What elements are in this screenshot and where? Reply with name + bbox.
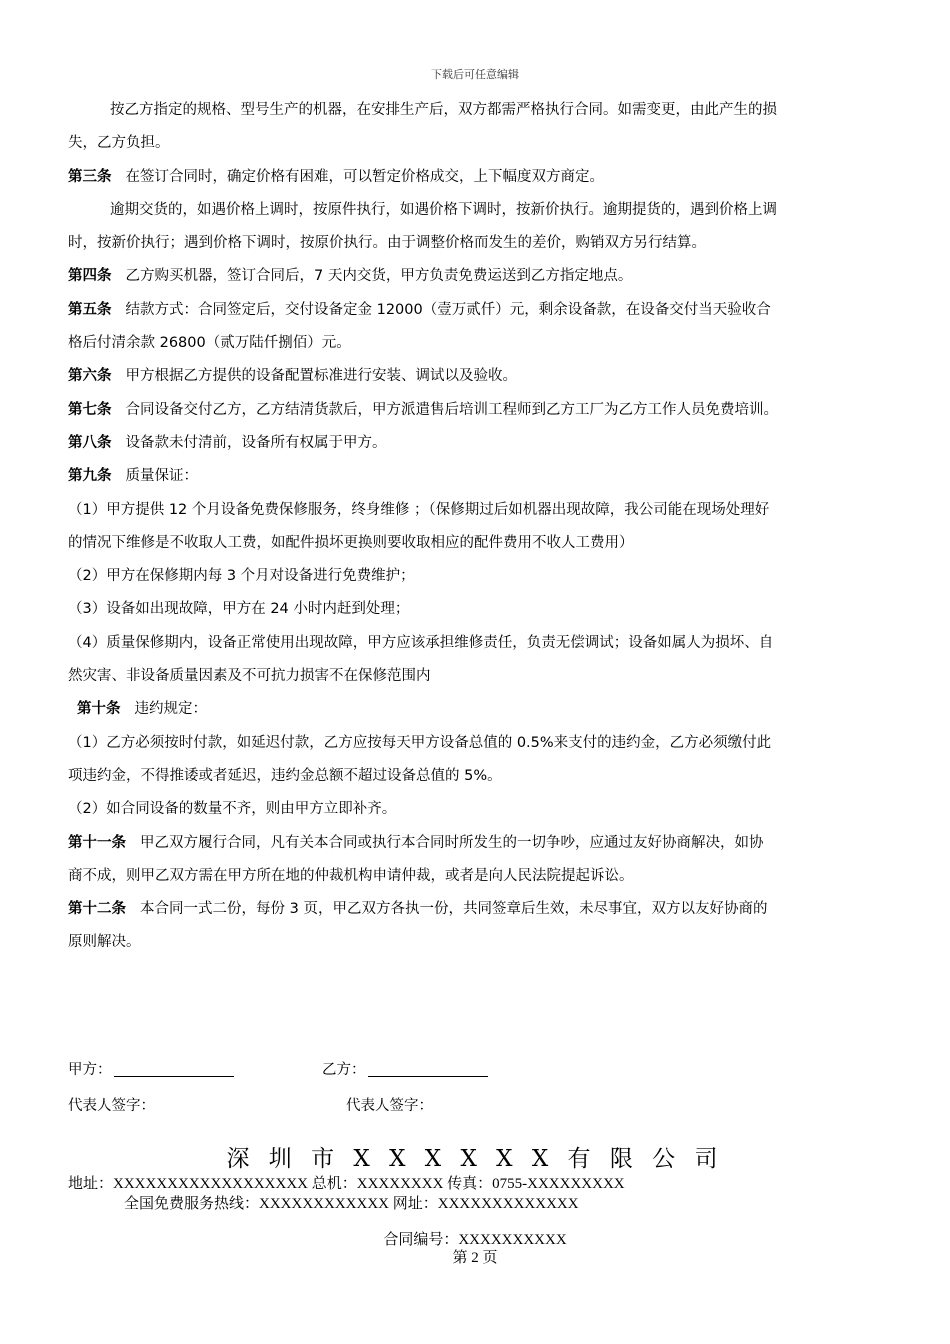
line-text: 质量保证： [125,468,198,485]
text-line [68,294,883,327]
text-line [68,793,883,826]
party-a-signature-line [114,1062,234,1077]
article-label: 第六条 [68,368,112,385]
line-text: （3）设备如出现故障，甲方在 24 小时内赶到处理； [68,601,410,618]
company-hotline: 全国免费服务热线：XXXXXXXXXXXX 网址：XXXXXXXXXXXXX [124,1196,579,1212]
article-label: 第十二条 [68,901,126,918]
line-text: （1）甲方提供 12 个月设备免费保修服务，终身维修 ；（保修期过后如机器出现故障，我公司能在现场处理好 [68,501,770,518]
line-text: 乙方购买机器，签订合同后，7 天内交货，甲方负责免费运送到乙方指定地点。 [125,268,633,285]
article-label: 第七条 [68,401,112,418]
line-text: 本合同一式二份，每份 3 页，甲乙双方各执一份，共同签章后生效，未尽事宜，双方以友好协商的 [140,901,768,918]
party-a-signature [68,1058,234,1079]
line-text: 违约规定： [134,701,207,718]
article-label: 第九条 [68,468,112,485]
text-line [68,227,883,260]
article-label: 第八条 [68,434,112,451]
text-line [68,660,883,693]
company-name: 深 圳 市 X X X X X X 有 限 公 司 [226,1146,724,1172]
party-b-signature-line [368,1062,488,1077]
line-text: 然灾害、非设备质量因素及不可抗力损害不在保修范围内 [68,668,431,685]
text-line [68,693,883,726]
line-text: 项违约金，不得推诿或者延迟，违约金总额不超过设备总值的 5%。 [68,767,502,784]
article-label: 第十一条 [68,834,126,851]
company-address: 地址：XXXXXXXXXXXXXXXXXX 总机：XXXXXXXX 传真：0755-XXXXXXXXX [68,1176,625,1192]
line-text: 失，乙方负担。 [68,135,170,152]
article-label: 第十条 [77,701,121,718]
rep-a-label: 代表人签字： [68,1098,155,1114]
article-label: 第四条 [68,268,112,285]
line-text: （2）甲方在保修期内每 3 个月对设备进行免费维护； [68,568,415,585]
page-number: 第 2 页 [452,1250,498,1266]
line-text: 逾期交货的，如遇价格上调时，按原件执行，如遇价格下调时，按新价执行。逾期提货的，遇到价格上调 [110,201,777,218]
text-line [68,260,883,293]
text-line [68,627,883,660]
contract-number: 合同编号：XXXXXXXXXX [383,1232,567,1248]
text-line [68,560,883,593]
contract-body [68,94,883,960]
article-label: 第三条 [68,168,112,185]
text-line [68,494,883,527]
line-text: 结款方式：合同签定后，交付设备定金 12000（壹万贰仟）元，剩余设备款，在设备交付当天验收合 [125,301,771,318]
header-note: 下载后可任意编辑 [431,68,519,81]
text-line [68,593,883,626]
line-text: （4）质量保修期内，设备正常使用出现故障，甲方应该承担维修责任，负责无偿调试；设备如属人为损坏、自 [68,634,774,651]
party-b-label: 乙方： [322,1062,366,1078]
line-text: 的情况下维修是不收取人工费，如配件损坏更换则要收取相应的配件费用不收人工费用） [68,534,634,551]
line-text: 设备款未付清前，设备所有权属于甲方。 [125,434,387,451]
line-text: 按乙方指定的规格、型号生产的机器，在安排生产后，双方都需严格执行合同。如需变更，由此产生的损 [110,102,777,118]
line-text: 甲方根据乙方提供的设备配置标准进行安装、调试以及验收。 [125,368,517,385]
text-line [68,394,883,427]
line-text: 在签订合同时，确定价格有困难，可以暂定价格成交，上下幅度双方商定。 [125,168,604,185]
rep-b-label: 代表人签字： [346,1098,433,1114]
line-text: 甲乙双方履行合同，凡有关本合同或执行本合同时所发生的一切争吵，应通过友好协商解决，如协 [140,834,764,851]
text-line [68,827,883,860]
text-line [68,94,883,127]
article-label: 第五条 [68,301,112,318]
line-text: （1）乙方必须按时付款，如延迟付款，乙方应按每天甲方设备总值的 0.5%来支付的违约金，乙方必须缴付此 [68,734,772,751]
party-a-label: 甲方： [68,1062,112,1078]
text-line [68,926,883,959]
text-line [68,727,883,760]
text-line [68,194,883,227]
text-line [68,893,883,926]
text-line [68,427,883,460]
line-text: 时，按新价执行；遇到价格下调时，按原价执行。由于调整价格而发生的差价，购销双方另行结算。 [68,235,706,252]
text-line [68,360,883,393]
text-line [68,760,883,793]
text-line [68,460,883,493]
text-line [68,161,883,194]
line-text: 原则解决。 [68,934,141,951]
text-line [68,860,883,893]
text-line [68,327,883,360]
line-text: 商不成，则甲乙双方需在甲方所在地的仲裁机构申请仲裁，或者是向人民法院提起诉讼。 [68,867,634,884]
line-text: 合同设备交付乙方，乙方结清货款后，甲方派遣售后培训工程师到乙方工厂为乙方工作人员免费培训。 [125,401,778,418]
line-text: （2）如合同设备的数量不齐，则由甲方立即补齐。 [68,801,397,818]
party-b-signature [322,1058,488,1079]
text-line [68,527,883,560]
line-text: 格后付清余款 26800（贰万陆仟捌佰）元。 [68,335,351,352]
text-line [68,127,883,160]
